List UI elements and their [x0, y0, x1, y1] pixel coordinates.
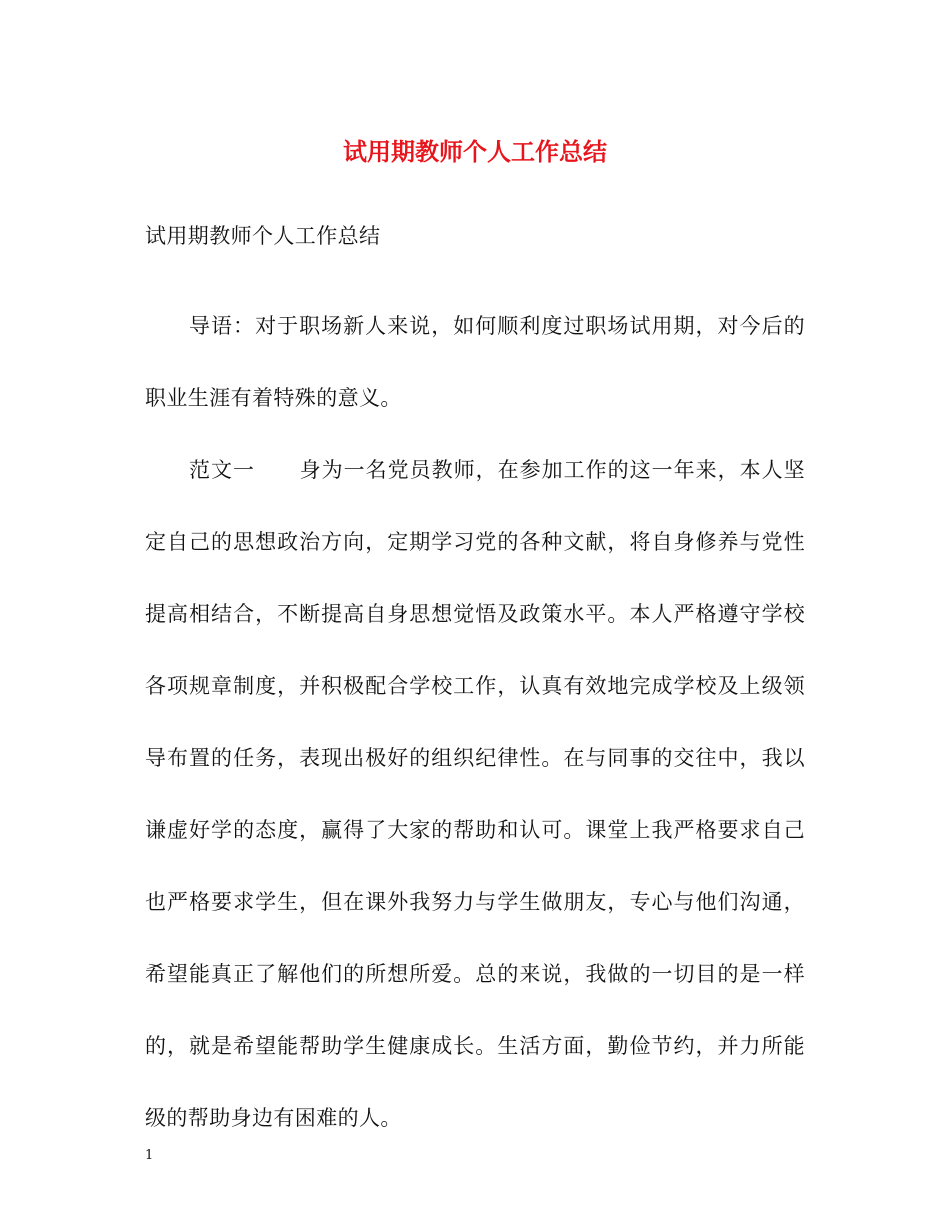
- intro-paragraph: 导语：对于职场新人来说，如何顺利度过职场试用期，对今后的职业生涯有着特殊的意义。: [145, 314, 805, 410]
- body-paragraph: [145, 434, 805, 1154]
- document-subtitle: 试用期教师个人工作总结: [145, 224, 381, 248]
- page-number: 1: [145, 1148, 154, 1163]
- document-title: 试用期教师个人工作总结: [343, 137, 607, 166]
- document-body: [145, 218, 805, 1154]
- section-label: 范文一: [189, 458, 255, 482]
- body-text: 身为一名党员教师，在参加工作的这一年来，本人坚定自己的思想政治方向，定期学习党的各种文献，将自身修养与党性提高相结合，不断提高自身思想觉悟及政策水平。本人严格遵守学校各项规章制度，并积极配合学校工作，认真有效地完成学校及上级领导布置的任务，表现出极好的组织纪律性。在与同事的交往中，我以谦虚好学的态度，赢得了大家的帮助和认可。课堂上我严格要求自己也严格要求学生，但在课外我努力与学生做朋友，专心与他们沟通，希望能真正了解他们的所想所爱。总的来说，我做的一切目的是一样的，就是希望能帮助学生健康成长。生活方面，勤俭节约，并力所能级的帮助身边有困难的人。: [145, 458, 805, 1130]
